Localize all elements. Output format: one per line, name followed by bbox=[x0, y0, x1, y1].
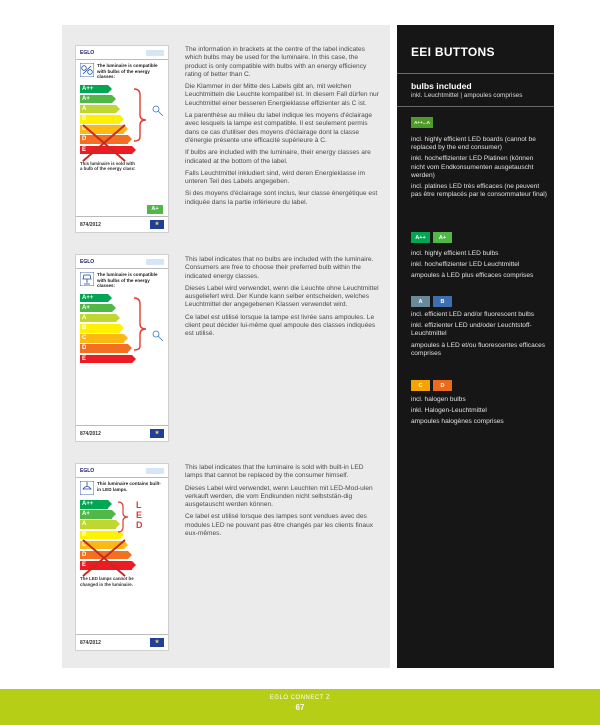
brand-logo: EGLO bbox=[80, 50, 95, 56]
tag-group-1 bbox=[411, 117, 433, 128]
sidebar-title: EEI BUTTONS bbox=[411, 45, 495, 59]
class-bar-d: D bbox=[80, 551, 128, 560]
class-bar-d: D bbox=[80, 344, 128, 353]
class-bar-app: A++ bbox=[80, 294, 108, 303]
excluded-classes-cross-icon bbox=[81, 538, 127, 578]
page-number: 67 bbox=[295, 703, 305, 712]
compatibility-bracket-icon bbox=[130, 85, 168, 155]
regulation-number: 874/2012 bbox=[80, 221, 101, 228]
class-bar-d: D bbox=[80, 135, 128, 144]
divider bbox=[397, 73, 554, 74]
brand-logo: EGLO bbox=[80, 468, 95, 474]
eei-tag-app: A++ bbox=[411, 232, 430, 243]
label-info-text: This luminaire contains built-in LED lamps. bbox=[97, 481, 161, 492]
lamp-logo-icon bbox=[146, 259, 164, 265]
led-note: The LED lamps cannot be changed in the luminaire. bbox=[80, 576, 134, 587]
footer-name: EGLO CONNECT Z bbox=[269, 695, 331, 701]
class-bar-c: C bbox=[80, 334, 124, 343]
brand-logo: EGLO bbox=[80, 259, 95, 265]
class-bar-ap: A+ bbox=[80, 304, 112, 313]
energy-label-1 bbox=[75, 45, 169, 233]
regulation-number: 874/2012 bbox=[80, 639, 101, 646]
class-bar-app: A++ bbox=[80, 500, 108, 509]
bulbs-icon bbox=[80, 63, 94, 77]
label-info-text: The luminaire is compatible with bulbs of the energy classes: bbox=[97, 63, 158, 79]
class-bar-app: A++ bbox=[80, 85, 108, 94]
eei-tag-ap: A+ bbox=[433, 232, 452, 243]
regulation-number: 874/2012 bbox=[80, 430, 101, 437]
class-bar-e: E bbox=[80, 561, 132, 570]
description-2: This label indicates that no bulbs are included with the luminaire. Consumers are free to choose their preferred bulb within the indicated energy classes. Dieses Label wird verwendet, wenn die Leuchte ohne Leuchtmittel ausgeliefert wird. Der Kunde kann selber entscheiden, welches Leuchtmittel der angegebenen Klassen verwendet wird. Ce label est utilisé lorsque la lampe est livrée sans ampoules. Le client peut décider lui-même quel ampoule des classes indiquées est utilisé. bbox=[185, 256, 379, 338]
group-3-text: incl. efficient LED and/or fluorescent bulbs inkl. effizienter LED und/oder Leuchtstoff-Leuchtmittel ampoules à LED et/ou fluorescentes efficaces comprises bbox=[411, 311, 546, 357]
led-letters: L E D bbox=[136, 500, 143, 530]
tag-group-2 bbox=[411, 232, 452, 243]
class-bar-ap: A+ bbox=[80, 510, 112, 519]
eei-tag-app-a: A++...A bbox=[411, 117, 433, 128]
sidebar-subtitle: bulbs included bbox=[411, 81, 472, 91]
eei-tag-a: A bbox=[411, 296, 430, 307]
sidebar-subtitle-line: inkl. Leuchtmittel | ampoules comprises bbox=[411, 92, 523, 99]
tag-group-3 bbox=[411, 296, 452, 307]
ceiling-lamp-icon bbox=[80, 481, 94, 495]
eu-flag-icon: ★ bbox=[150, 429, 164, 438]
lamp-logo-icon bbox=[146, 468, 164, 474]
class-bar-a: A bbox=[80, 314, 116, 323]
table-lamp-icon bbox=[80, 272, 94, 286]
eei-tag-d: D bbox=[433, 380, 452, 391]
class-bar-c: C bbox=[80, 125, 124, 134]
compatibility-bracket-icon bbox=[130, 294, 168, 364]
eu-flag-icon: ★ bbox=[150, 220, 164, 229]
eu-flag-icon: ★ bbox=[150, 638, 164, 647]
eei-tag-b: B bbox=[433, 296, 452, 307]
energy-scale bbox=[76, 498, 168, 573]
label-info-text: The luminaire is compatible with bulbs of the energy classes: bbox=[97, 272, 158, 288]
class-bar-e: E bbox=[80, 355, 132, 364]
energy-label-3 bbox=[75, 463, 169, 651]
page-footer bbox=[0, 689, 600, 725]
class-bar-ap: A+ bbox=[80, 95, 112, 104]
group-2-text: incl. highly efficient LED bulbs inkl. hocheffizienter LED Leuchtmittel ampoules à LED plus efficaces comprises bbox=[411, 250, 534, 280]
tag-group-4 bbox=[411, 380, 452, 391]
class-bar-c: C bbox=[80, 541, 124, 550]
class-bar-b: B bbox=[80, 531, 120, 540]
group-4-text: incl. halogen bulbs inkl. Halogen-Leuchtmittel ampoules halogènes comprises bbox=[411, 396, 504, 426]
energy-label-2 bbox=[75, 254, 169, 442]
class-bar-b: B bbox=[80, 115, 120, 124]
divider bbox=[397, 106, 554, 107]
group-1-text: incl. highly efficient LED boards (cannot be replaced by the end consumer) inkl. hocheffizienter LED Platinen (können nicht vom Endkonsumenten ausgetauscht werden) incl. platines LED très efficaces (ne peuvent pas être remplacés par le consommateur final) bbox=[411, 136, 547, 199]
eei-tag-c: C bbox=[411, 380, 430, 391]
lamp-logo-icon bbox=[146, 50, 164, 56]
description-1: The information in brackets at the centre of the label indicates which bulbs may be used for the luminaire. In this case, the product is only compatible with bulbs with an energy efficiency rating of better than C. Die Klammer in der Mitte des Labels gibt an, mit welchen Leuchtmitteln die Leuchte kompatibel ist. In diesem Fall dürfen nur Leuchtmittel einer besseren Energieklasse effizienter als C ist. La parenthèse au milieu du label indique les moyens d'éclairage avec lesquels la lampe est compatible. Il est seulement permis dans ce cas d'utiliser des moyens d'éclairage dont la classe d'énergie présente une efficacité supérieure à C. If bulbs are included with the luminaire, their energy classes are indicated at the bottom of the label. Falls Leuchtmittel inkludiert sind, wird deren Energieklasse im unteren Teil des Labels angegeben. Si des moyens d'éclairage sont inclus, leur classe énergétique est indiquée dans la partie inférieure du label. bbox=[185, 46, 379, 206]
class-bar-a: A bbox=[80, 105, 116, 114]
bulb-included-note: This luminaire is sold with a bulb of the energy class: bbox=[80, 160, 136, 172]
led-bracket-icon bbox=[114, 500, 134, 534]
energy-scale bbox=[76, 292, 168, 367]
energy-scale bbox=[76, 83, 168, 158]
included-class-badge: A+ bbox=[147, 205, 163, 214]
class-bar-b: B bbox=[80, 324, 120, 333]
class-bar-e: E bbox=[80, 146, 132, 155]
class-bar-a: A bbox=[80, 520, 116, 529]
description-3: This label indicates that the luminaire is sold with built-in LED lamps that cannot be replaced by the consumer himself. Dieses Label wird verwendet, wenn Leuchten mit LED-Mod-ulen verkauft werden, die vom Endkunden nicht selbststän-dig ausgetauscht werden können. Ce label est utilisé lorsque des lampes sont vendues avec des modules LED ne pouvant pas être changés par les clients finaux eux-mêmes. bbox=[185, 464, 374, 538]
excluded-classes-cross-icon bbox=[81, 123, 127, 163]
